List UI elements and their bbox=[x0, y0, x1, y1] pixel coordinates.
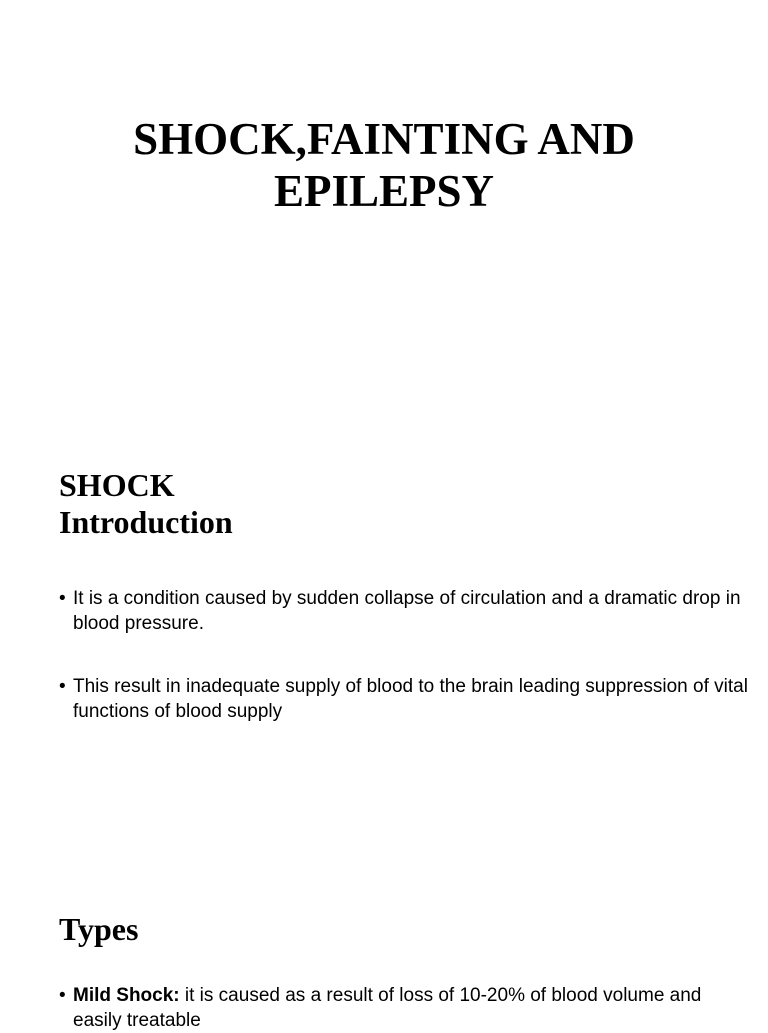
bullet-marker: • bbox=[59, 985, 66, 1006]
slide-title bbox=[0, 113, 768, 217]
bullet-marker: • bbox=[59, 588, 66, 609]
slide-title-line-1: SHOCK,FAINTING AND bbox=[133, 114, 635, 164]
bullet-marker: • bbox=[59, 676, 66, 697]
bullet-lead-term: Mild Shock: bbox=[73, 985, 180, 1006]
shock-bullet-item bbox=[59, 674, 753, 724]
shock-bullet-item bbox=[59, 586, 753, 636]
shock-heading-line-1: SHOCK bbox=[59, 467, 175, 503]
bullet-text: This result in inadequate supply of blood to the brain leading suppression of vital functions of blood supply bbox=[73, 676, 748, 722]
shock-section-heading bbox=[59, 467, 233, 541]
types-section-heading: Types bbox=[59, 911, 139, 947]
shock-heading-line-2: Introduction bbox=[59, 504, 233, 540]
bullet-text: It is a condition caused by sudden collapse of circulation and a dramatic drop in blood pressure. bbox=[73, 588, 741, 634]
types-bullet-item bbox=[59, 983, 753, 1033]
bullet-text: it is caused as a result of loss of 10-20% of blood volume and easily treatable bbox=[73, 985, 702, 1031]
slide-title-line-2: EPILEPSY bbox=[273, 166, 495, 216]
